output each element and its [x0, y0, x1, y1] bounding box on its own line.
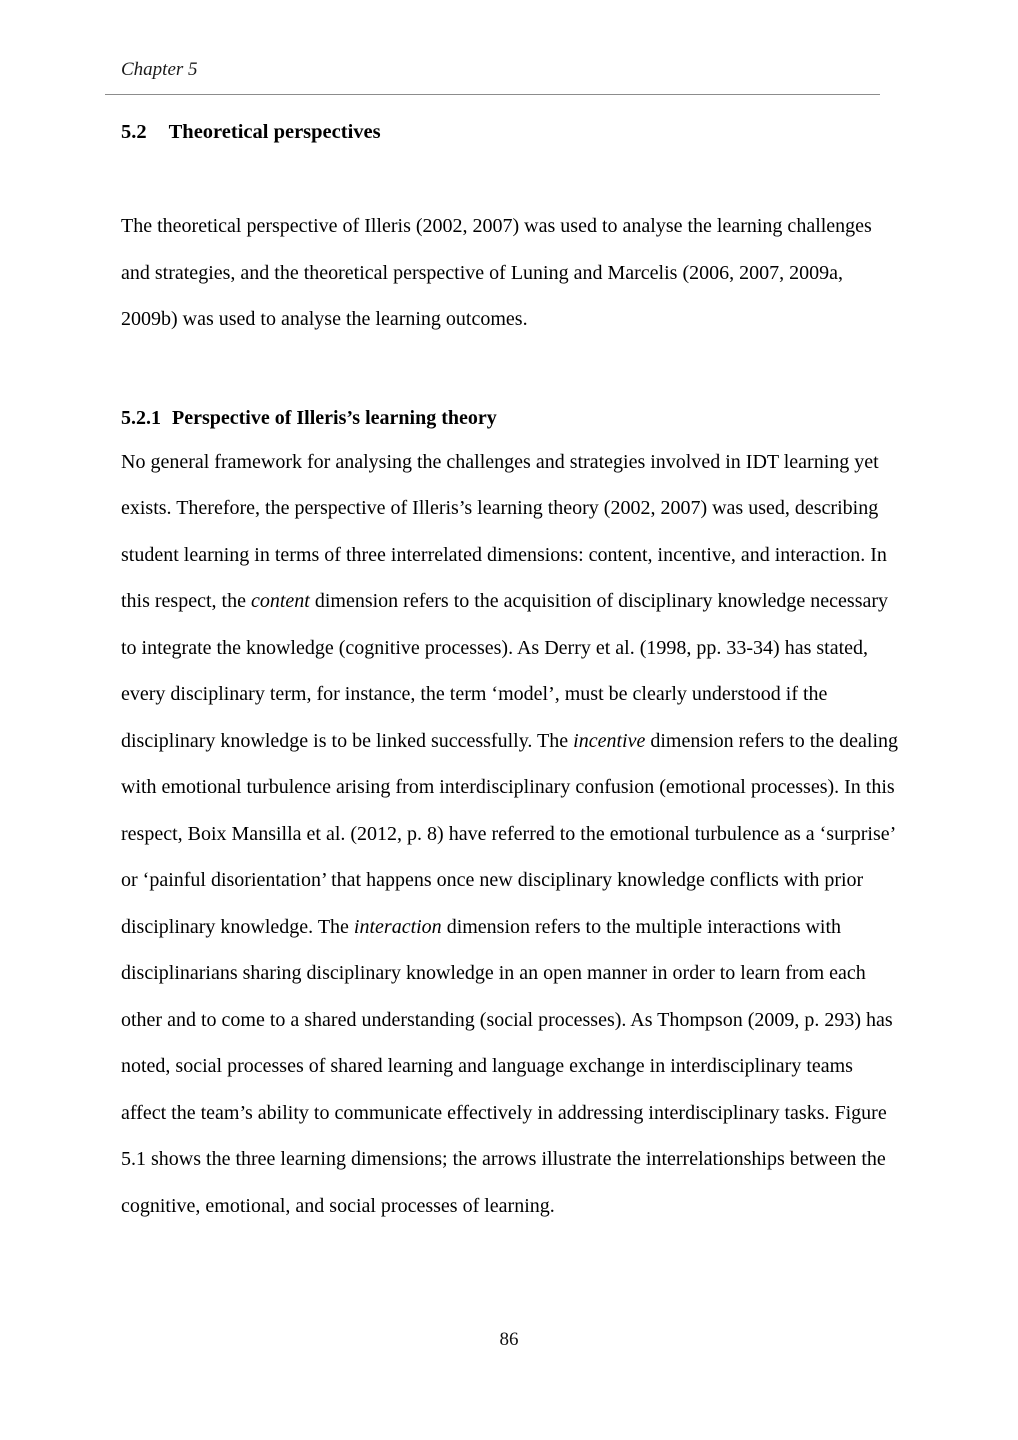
- section-title: Theoretical perspectives: [168, 121, 381, 143]
- page-number: 86: [499, 1329, 519, 1350]
- subsection-heading: [121, 404, 899, 432]
- body-paragraph: No general framework for analysing the challenges and strategies involved in IDT learning yet exists. Therefore, the perspective of Illeris’s learning theory (2002, 2007) was used, describing student learning in terms of three interrelated dimensions: content, incentive, and interaction. In this respect, the content dimension refers to the acquisition of disciplinary knowledge necessary to integrate the knowledge (cognitive processes). As Derry et al. (1998, pp. 33-34) has stated, every disciplinary term, for instance, the term ‘model’, must be clearly understood if the disciplinary knowledge is to be linked successfully. The incentive dimension refers to the dealing with emotional turbulence arising from interdisciplinary confusion (emotional processes). In this respect, Boix Mansilla et al. (2012, p. 8) have referred to the emotional turbulence as a ‘surprise’ or ‘painful disorientation’ that happens once new disciplinary knowledge conflicts with prior disciplinary knowledge. The interaction dimension refers to the multiple interactions with disciplinarians sharing disciplinary knowledge in an open manner in order to learn from each other and to come to a shared understanding (social processes). As Thompson (2009, p. 293) has noted, social processes of shared learning and language exchange in interdisciplinary teams affect the team’s ability to communicate effectively in addressing interdisciplinary tasks. Figure 5.1 shows the three learning dimensions; the arrows illustrate the interrelationships between the cognitive, emotional, and social processes of learning.: [121, 450, 899, 1217]
- intro-paragraph: The theoretical perspective of Illeris (2002, 2007) was used to analyse the learning challenges and strategies, and the theoretical perspective of Luning and Marcelis (2006, 2007, 2009a, 2009b) was used to analyse the learning outcomes.: [121, 215, 872, 330]
- page-body: [121, 118, 899, 1229]
- chapter-running-header: Chapter 5: [121, 59, 198, 80]
- section-heading: [121, 118, 899, 146]
- subsection-title: Perspective of Illeris’s learning theory: [172, 406, 497, 429]
- subsection-number: 5.2.1: [121, 406, 161, 429]
- header-divider-rule: [105, 94, 880, 95]
- section-number: 5.2: [121, 121, 147, 143]
